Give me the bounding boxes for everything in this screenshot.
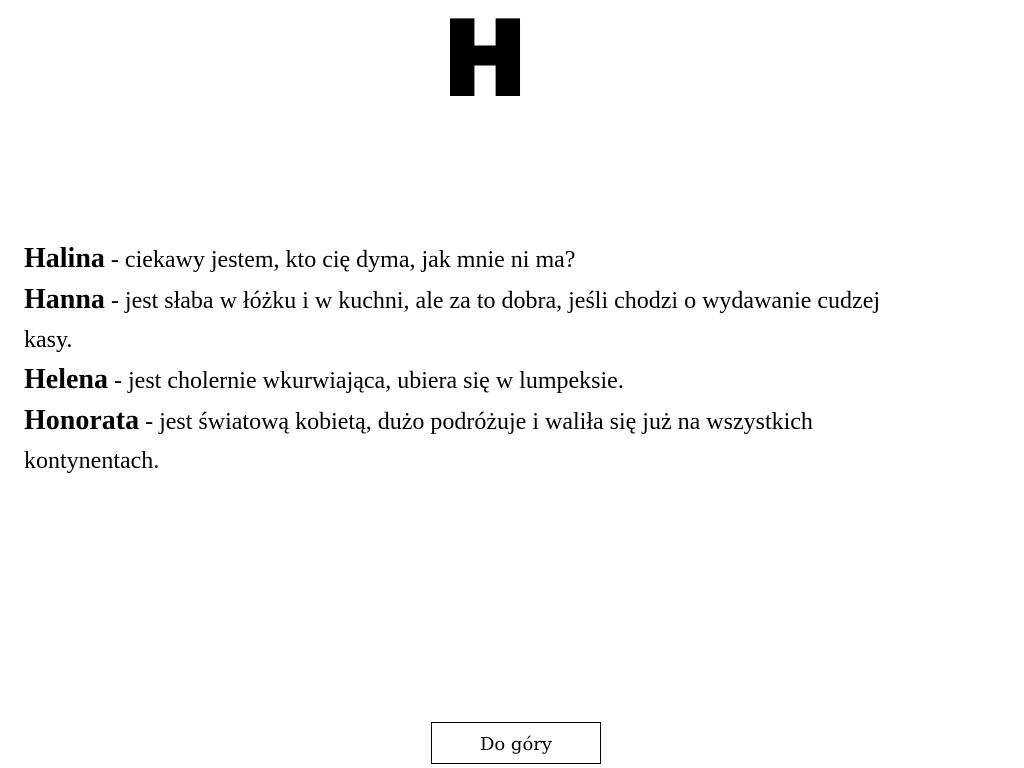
entry-description: - ciekawy jestem, kto cię dyma, jak mnie ni ma? (104, 247, 576, 273)
entry-name: Honorata (24, 405, 140, 436)
entry-name: Halina (24, 243, 105, 274)
entry-name: Helena (24, 364, 108, 395)
name-entry (24, 401, 904, 481)
entry-description: - jest słaba w łóżku i w kuchni, ale za to dobra, jeśli chodzi o wydawanie cudzej kasy. (24, 288, 881, 353)
section-letter-heading: H (443, 3, 527, 117)
entry-description: - jest cholernie wkurwiająca, ubiera się w lumpeksie. (108, 368, 624, 394)
back-to-top-button[interactable]: Do góry (431, 722, 601, 764)
name-entries-list (24, 239, 904, 481)
entry-name: Hanna (24, 284, 105, 315)
entry-description: - jest światową kobietą, dużo podróżuje i waliła się już na wszystkich kontynentach. (24, 409, 813, 474)
name-entry (24, 239, 904, 280)
name-entry (24, 280, 904, 360)
name-entry (24, 360, 904, 401)
